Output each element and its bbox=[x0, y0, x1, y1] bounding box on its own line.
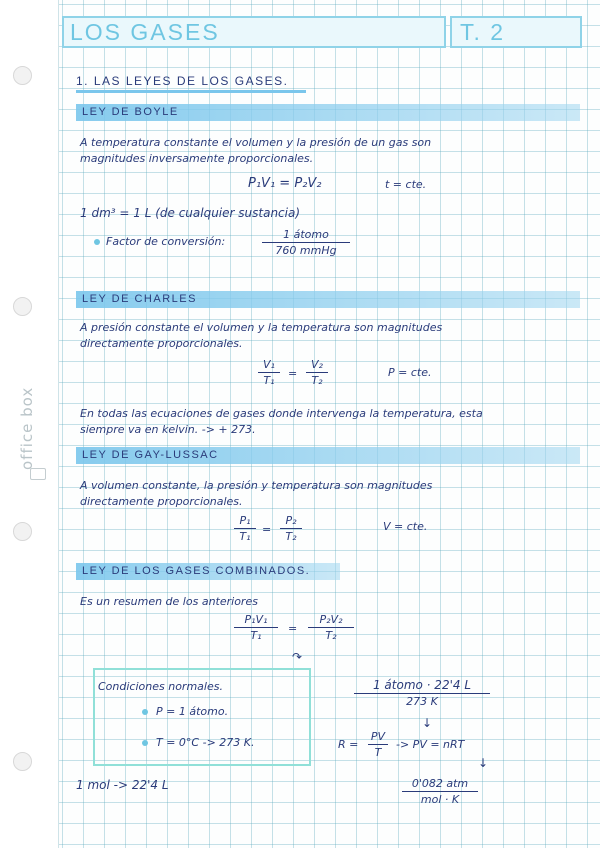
down-arrow-icon: ↓ bbox=[478, 756, 489, 770]
fraction-bar bbox=[368, 744, 388, 745]
factor-numerator: 1 átomo bbox=[283, 228, 329, 241]
section-title: 1. LAS LEYES DE LOS GASES. bbox=[76, 74, 289, 88]
equals-sign: = bbox=[288, 622, 298, 635]
fraction-numerator: P₁V₁ bbox=[244, 613, 268, 626]
charles-left-fraction bbox=[258, 358, 280, 387]
fraction-bar bbox=[262, 242, 350, 243]
boyle-formula: P₁V₁ = P₂V₂ bbox=[248, 176, 322, 191]
molar-volume: 1 mol -> 22'4 L bbox=[76, 778, 169, 792]
fraction-denominator: T₁ bbox=[263, 374, 275, 387]
fraction-denominator: T₂ bbox=[325, 629, 337, 642]
fraction-bar bbox=[402, 791, 478, 792]
fraction-denominator: T₁ bbox=[239, 530, 251, 543]
title-underline bbox=[76, 90, 306, 93]
binder-hole bbox=[13, 522, 32, 541]
boyle-heading: LEY DE BOYLE bbox=[76, 104, 580, 121]
normal-pressure: P = 1 átomo. bbox=[156, 705, 229, 718]
gay-lussac-text-line: A volumen constante, la presión y temperatura son magnitudes bbox=[80, 479, 433, 492]
binder-hole bbox=[13, 297, 32, 316]
binder-hole bbox=[13, 752, 32, 771]
fraction-numerator: P₂ bbox=[285, 514, 297, 527]
gas-constant-value bbox=[402, 777, 478, 806]
charles-heading: LEY DE CHARLES bbox=[76, 291, 580, 308]
factor-label: Factor de conversión: bbox=[106, 235, 226, 248]
box-icon bbox=[30, 468, 46, 480]
r-label: R = bbox=[338, 738, 359, 751]
page-title: LOS GASES bbox=[70, 19, 220, 45]
fraction-numerator: V₁ bbox=[263, 358, 275, 371]
fraction-denominator: T₂ bbox=[311, 374, 323, 387]
gay-lussac-text-line: directamente proporcionales. bbox=[80, 495, 243, 508]
ideal-gas-law: -> PV = nRT bbox=[396, 738, 465, 751]
fraction-numerator: 0'082 atm bbox=[411, 777, 469, 790]
charles-text-line: directamente proporcionales. bbox=[80, 337, 243, 350]
conversion-factor bbox=[262, 228, 350, 257]
fraction-numerator: PV bbox=[370, 730, 386, 743]
fraction-numerator: P₁ bbox=[239, 514, 251, 527]
gay-lussac-left-fraction bbox=[234, 514, 256, 543]
combined-heading: LEY DE LOS GASES COMBINADOS. bbox=[76, 563, 340, 580]
combined-right-fraction bbox=[308, 613, 354, 642]
gay-lussac-right-fraction bbox=[280, 514, 302, 543]
normal-conditions-title: Condiciones normales. bbox=[98, 680, 223, 693]
fraction-denominator: T₂ bbox=[285, 530, 297, 543]
gay-lussac-heading: LEY DE GAY-LUSSAC bbox=[76, 447, 580, 464]
down-arrow-icon: ↓ bbox=[422, 716, 433, 730]
fraction-denominator: 273 K bbox=[406, 695, 438, 708]
fraction-numerator: V₂ bbox=[311, 358, 323, 371]
topic-box bbox=[450, 16, 582, 48]
fraction-bar bbox=[258, 372, 280, 373]
kelvin-note-line: siempre va en kelvin. -> + 273. bbox=[80, 423, 256, 436]
fraction-denominator: T bbox=[374, 746, 382, 759]
binder-margin bbox=[0, 0, 59, 848]
fraction-bar bbox=[306, 372, 328, 373]
curved-arrow-icon: ↷ bbox=[292, 650, 303, 664]
boyle-condition: t = cte. bbox=[385, 178, 427, 191]
gas-constant-fraction bbox=[354, 678, 490, 708]
topic-number: T. 2 bbox=[460, 19, 506, 45]
volume-equivalence: 1 dm³ = 1 L (de cualquier sustancia) bbox=[80, 206, 301, 220]
charles-right-fraction bbox=[306, 358, 328, 387]
boyle-text-line: magnitudes inversamente proporcionales. bbox=[80, 152, 314, 165]
bullet-icon bbox=[142, 709, 148, 715]
fraction-denominator: T₁ bbox=[250, 629, 262, 642]
brand-label: office box bbox=[18, 386, 36, 470]
kelvin-note-line: En todas las ecuaciones de gases donde intervenga la temperatura, esta bbox=[80, 407, 483, 420]
fraction-bar bbox=[280, 528, 302, 529]
bullet-icon bbox=[142, 740, 148, 746]
fraction-bar bbox=[308, 627, 354, 628]
r-fraction bbox=[368, 730, 388, 759]
charles-text-line: A presión constante el volumen y la temperatura son magnitudes bbox=[80, 321, 443, 334]
combined-left-fraction bbox=[234, 613, 278, 642]
equals-sign: = bbox=[262, 523, 272, 536]
fraction-numerator: P₂V₂ bbox=[319, 613, 343, 626]
charles-condition: P = cte. bbox=[388, 366, 432, 379]
fraction-numerator: 1 átomo · 22'4 L bbox=[372, 678, 472, 692]
combined-text-line: Es un resumen de los anteriores bbox=[80, 595, 258, 608]
binder-hole bbox=[13, 66, 32, 85]
fraction-bar bbox=[234, 627, 278, 628]
factor-denominator: 760 mmHg bbox=[275, 244, 337, 257]
fraction-bar bbox=[354, 693, 490, 694]
fraction-bar bbox=[234, 528, 256, 529]
boyle-text-line: A temperatura constante el volumen y la presión de un gas son bbox=[80, 136, 432, 149]
bullet-icon bbox=[94, 239, 100, 245]
fraction-denominator: mol · K bbox=[420, 793, 460, 806]
normal-temperature: T = 0°C -> 273 K. bbox=[156, 736, 255, 749]
equals-sign: = bbox=[288, 367, 298, 380]
gay-lussac-condition: V = cte. bbox=[383, 520, 428, 533]
title-box bbox=[62, 16, 446, 48]
